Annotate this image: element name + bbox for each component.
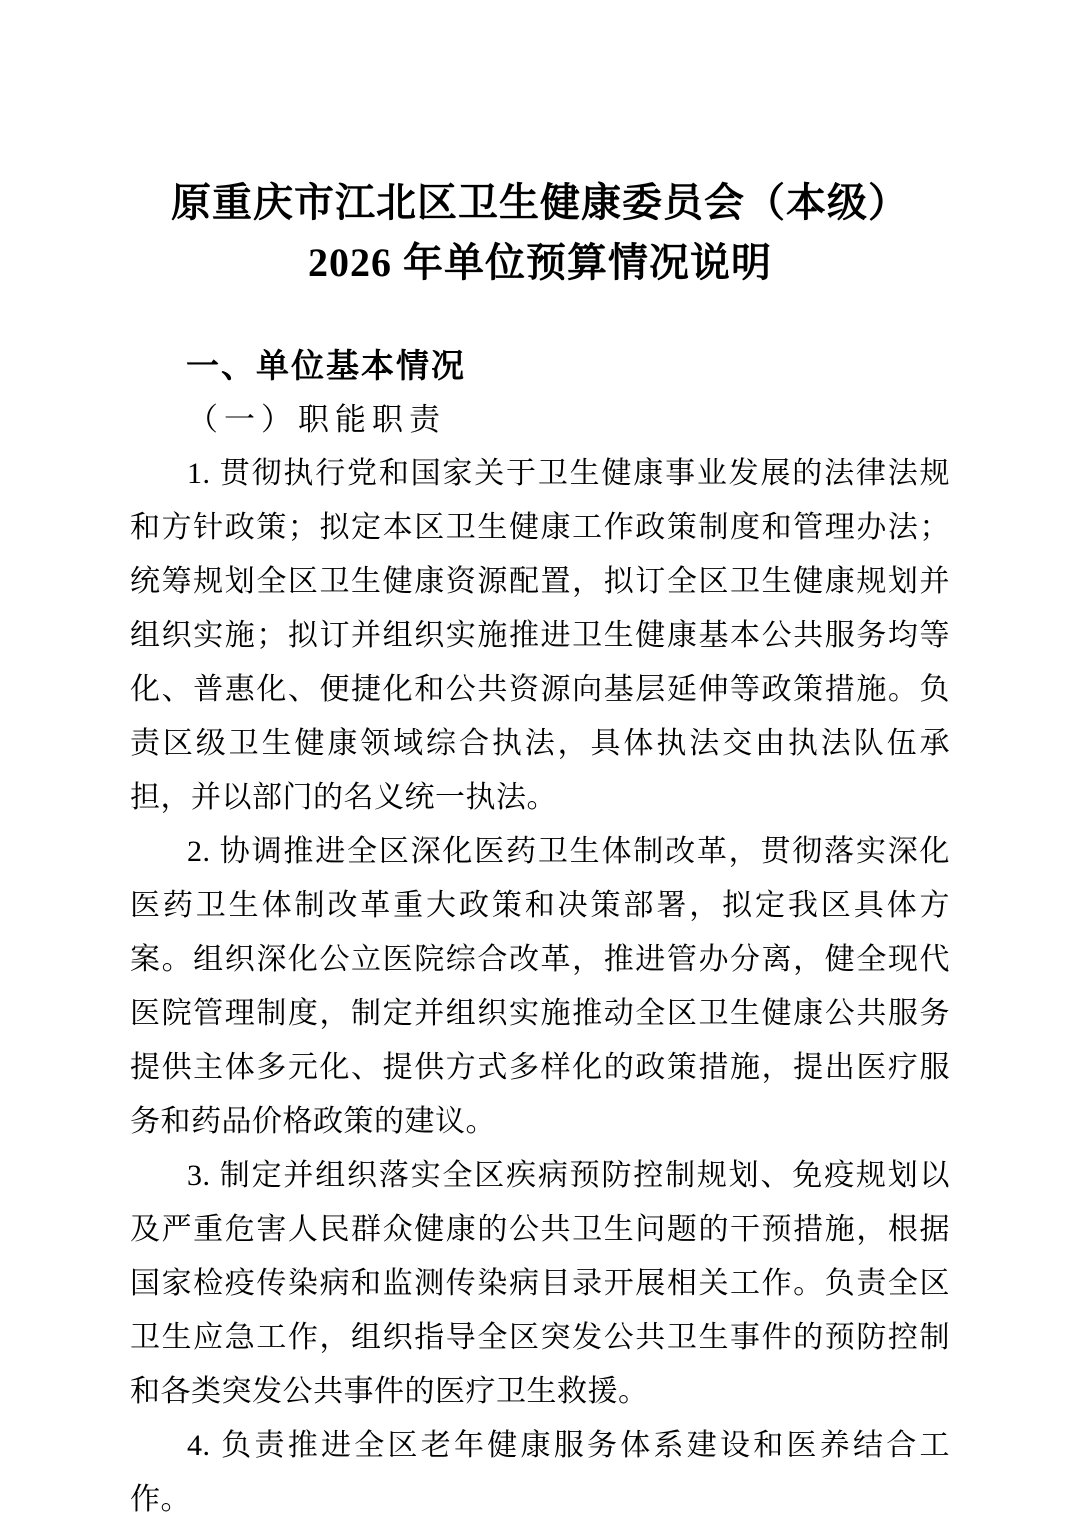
- paragraph-duty-2: 2. 协调推进全区深化医药卫生体制改革，贯彻落实深化医药卫生体制改革重大政策和决策部署，拟定我区具体方案。组织深化公立医院综合改革，推进管办分离，健全现代医院管理制度，制定并组织实施推动全区卫生健康公共服务提供主体多元化、提供方式多样化的政策措施，提出医疗服务和药品价格政策的建议。: [130, 835, 950, 1138]
- document-title: [130, 173, 950, 293]
- paragraph-duty-4: 4. 负责推进全区老年健康服务体系建设和医养结合工作。: [130, 1429, 950, 1516]
- paragraph-duty-3: 3. 制定并组织落实全区疾病预防控制规划、免疫规划以及严重危害人民群众健康的公共卫生问题的干预措施，根据国家检疫传染病和监测传染病目录开展相关工作。负责全区卫生应急工作，组织指导全区突发公共卫生事件的预防控制和各类突发公共事件的医疗卫生救援。: [130, 1159, 950, 1408]
- paragraph-duty-1: 1. 贯彻执行党和国家关于卫生健康事业发展的法律法规和方针政策；拟定本区卫生健康工作政策制度和管理办法；统筹规划全区卫生健康资源配置，拟订全区卫生健康规划并组织实施；拟订并组织实施推进卫生健康基本公共服务均等化、普惠化、便捷化和公共资源向基层延伸等政策措施。负责区级卫生健康领域综合执法，具体执法交由执法队伍承担，并以部门的名义统一执法。: [130, 457, 950, 814]
- subsection-heading-duties: （一）职能职责: [187, 402, 446, 437]
- section-heading-unit-basic-info: 一、单位基本情况: [186, 347, 466, 384]
- document-title-line-2: 2026 年单位预算情况说明: [308, 240, 772, 285]
- document-title-line-1: 原重庆市江北区卫生健康委员会（本级）: [171, 180, 909, 225]
